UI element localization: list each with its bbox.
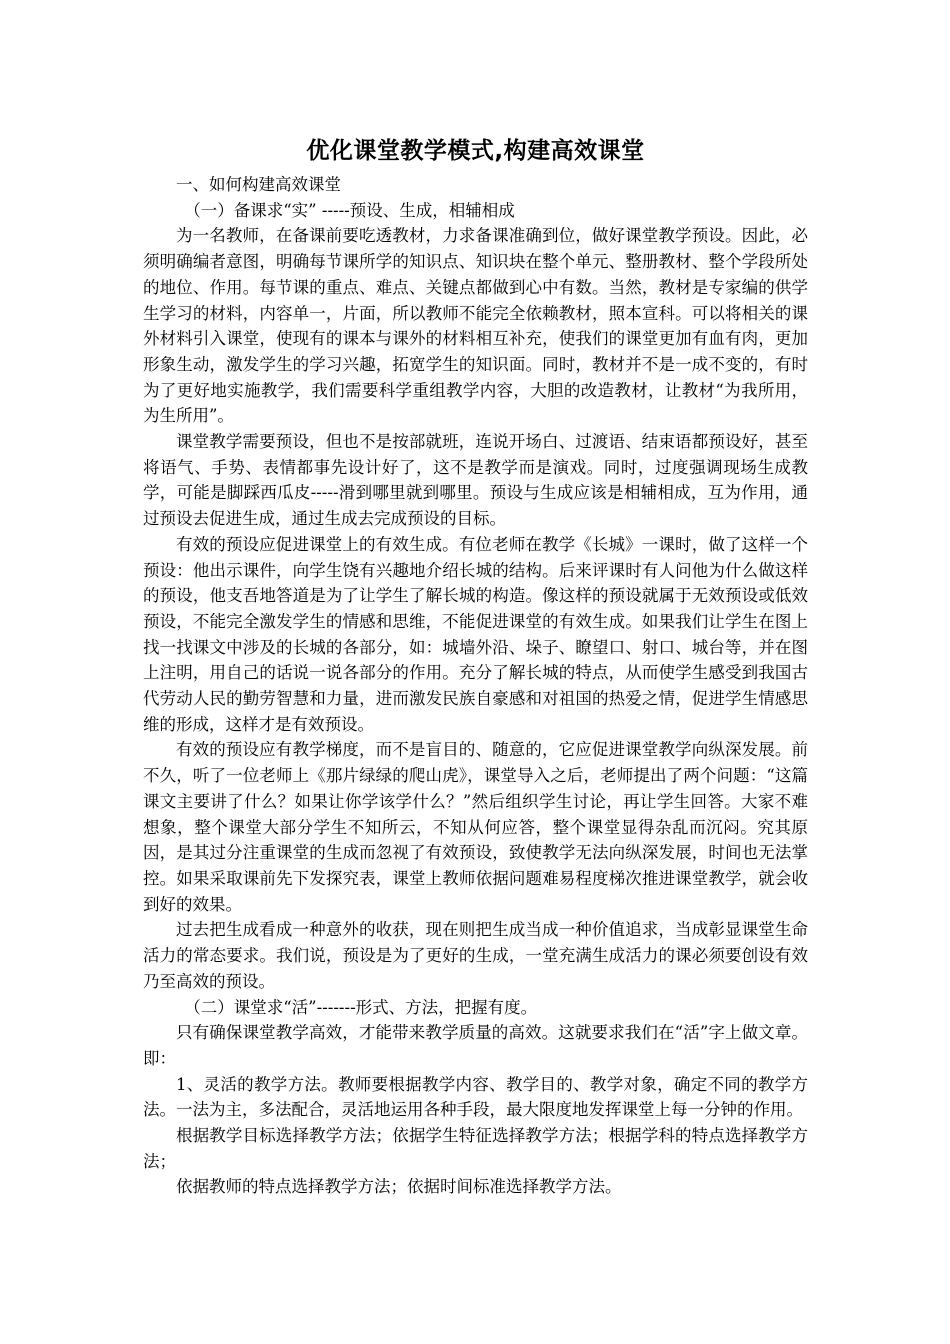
subsection-heading-1: （一）备课求“实” -----预设、生成，相辅相成 (184, 200, 515, 220)
paragraph: 有效的预设应促进课堂上的有效生成。有位老师在教学《长城》一课时，做了这样一个预设：他出示课件，向学生饶有兴趣地介绍长城的结构。后来评课时有人问他为什么做这样的预设，他支吾地答道是为了让学生了解长城的构造。像这样的预设就属于无效预设或低效预设，不能完全激发学生的情感和思维，不能促进课堂的有效生成。如果我们让学生在图上找一找课文中涉及的长城的各部分，如：城墙外沿、垛子、瞭望口、射口、城台等，并在图上注明，用自己的话说一说各部分的作用。充分了解长城的特点，从而使学生感受到我国古代劳动人民的勤劳智慧和力量，进而激发民族自豪感和对祖国的热爱之情，促进学生情感思维的形成，这样才是有效预设。 (143, 534, 808, 734)
subsection-heading-2: （二）课堂求“活”-------形式、方法，把握有度。 (184, 997, 538, 1017)
paragraph: 1、灵活的教学方法。教师要根据教学内容、教学目的、教学对象，确定不同的教学方法。一法为主，多法配合，灵活地运用各种手段，最大限度地发挥课堂上每一分钟的作用。 (143, 1074, 808, 1120)
paragraph: 依据教师的特点选择教学方法；依据时间标准选择教学方法。 (176, 1177, 622, 1197)
paragraph: 过去把生成看成一种意外的收获，现在则把生成当成一种价值追求，当成彰显课堂生命活力的常态要求。我们说，预设是为了更好的生成，一堂充满生成活力的课必须要创设有效乃至高效的预设。 (143, 920, 808, 991)
paragraph: 为一名教师，在备课前要吃透教材，力求备课准确到位，做好课堂教学预设。因此，必须明确编者意图，明确每节课所学的知识点、知识块在整个单元、整册教材、整个学段所处的地位、作用。每节课的重点、难点、关键点都做到心中有数。当然，教材是专家编的供学生学习的材料，内容单一，片面，所以教师不能完全依赖教材，照本宣科。可以将相关的课外材料引入课堂，使现有的课本与课外的材料相互补充，使我们的课堂更加有血有肉，更加形象生动，激发学生的学习兴趣，拓宽学生的知识面。同时，教材并不是一成不变的，有时为了更好地实施教学，我们需要科学重组教学内容，大胆的改造教材，让教材“为我所用，为生所用”。 (143, 226, 808, 426)
section-heading-1: 一、如何构建高效课堂 (176, 175, 341, 194)
document-title: 优化课堂教学模式,构建高效课堂 (306, 138, 645, 164)
paragraph: 课堂教学需要预设，但也不是按部就班，连说开场白、过渡语、结束语都预设好，甚至将语气、手势、表情都事先设计好了，这不是教学而是演戏。同时，过度强调现场生成教学，可能是脚踩西瓜皮-----滑到哪里就到哪里。预设与生成应该是相辅相成，互为作用，通过预设去促进生成，通过生成去完成预设的目标。 (143, 432, 808, 529)
document-page (143, 134, 808, 1200)
paragraph: 有效的预设应有教学梯度，而不是盲目的、随意的，它应促进课堂教学向纵深发展。前不久，听了一位老师上《那片绿绿的爬山虎》，课堂导入之后，老师提出了两个问题：“这篇课文主要讲了什么？如果让你学该学什么？”然后组织学生讨论，再让学生回答。大家不难想象，整个课堂大部分学生不知所云，不知从何应答，整个课堂显得杂乱而沉闷。究其原因，是其过分注重课堂的生成而忽视了有效预设，致使教学无法向纵深发展，时间也无法掌控。如果采取课前先下发探究表，课堂上教师依据问题难易程度梯次推进课堂教学，就会收到好的效果。 (143, 740, 808, 914)
paragraph: 根据教学目标选择教学方法；依据学生特征选择教学方法；根据学科的特点选择教学方法； (143, 1126, 808, 1171)
paragraph: 只有确保课堂教学高效，才能带来教学质量的高效。这就要求我们在“活”字上做文章。即： (143, 1023, 808, 1068)
